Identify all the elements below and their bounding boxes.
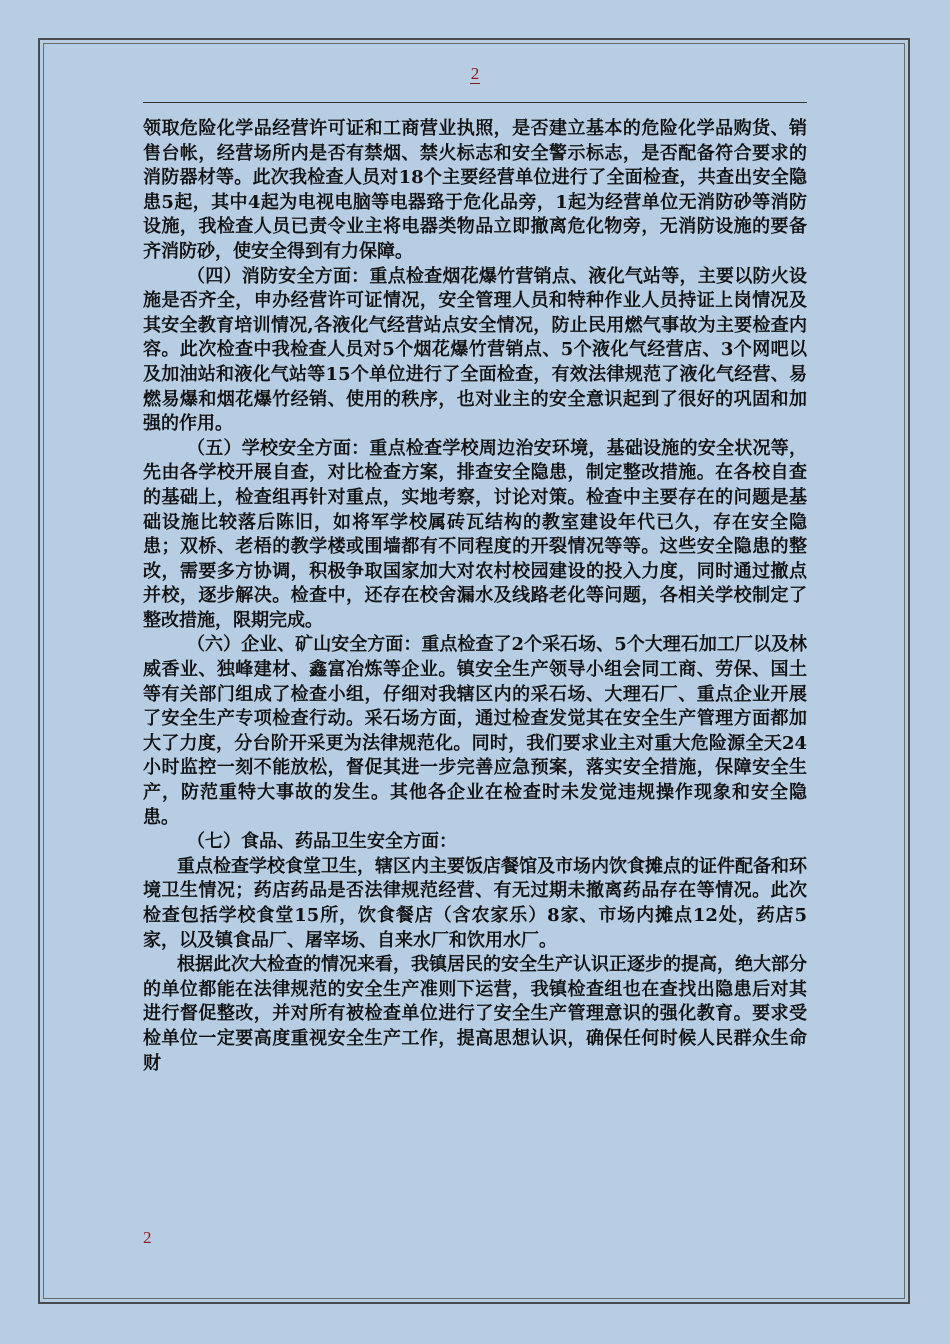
paragraph-food-drug-detail: 重点检查学校食堂卫生，辖区内主要饭店餐馆及市场内饮食摊点的证件配备和环境卫生情况；药店药品是否法律规范经营、有无过期未撤离药品存在等情况。此次检查包括学校食堂15所，饮食餐店（含农家乐）8家、市场内摊点12处，药店5家，以及镇食品厂、屠宰场、自来水厂和饮用水厂。 [143, 855, 807, 951]
paragraph-fire-safety: （四）消防安全方面：重点检查烟花爆竹营销点、液化气站等，主要以防火设施是否齐全，申办经营许可证情况，安全管理人员和特种作业人员持证上岗情况及其安全教育培训情况,各液化气经营站点安全情况，防止民用燃气事故为主要检查内容。此次检查中我检查人员对5个烟花爆竹营销点、5个液化气经营店、3个网吧以及加油站和液化气站等15个单位进行了全面检查，有效法律规范了液化气经营、易燃易爆和烟花爆竹经销、使用的秩序，也对业主的安全意识起到了很好的巩固和加强的作用。 [143, 265, 807, 435]
header-page-number: 2 [470, 64, 480, 83]
paragraph-continuation: 领取危险化学品经营许可证和工商营业执照，是否建立基本的危险化学品购货、销售台帐，经营场所内是否有禁烟、禁火标志和安全警示标志，是否配备符合要求的消防器材等。此次我检查人员对18个主要经营单位进行了全面检查，共查出安全隐患5起，其中4起为电视电脑等电器臵于危化品旁，1起为经营单位无消防砂等消防设施，我检查人员已责令业主将电器类物品立即撤离危化物旁，无消防设施的要备齐消防砂，使安全得到有力保障。 [143, 118, 807, 262]
paragraph-food-drug-heading: （七）食品、药品卫生安全方面： [187, 831, 457, 853]
paragraph-enterprise-mine-safety: （六）企业、矿山安全方面：重点检查了2个采石场、5个大理石加工厂以及林威香业、独峰建材、鑫富冶炼等企业。镇安全生产领导小组会同工商、劳保、国土等有关部门组成了检查小组，仔细对我辖区内的采石场、大理石厂、重点企业开展了安全生产专项检查行动。采石场方面，通过检查发觉其在安全生产管理方面都加大了力度，分台阶开采更为法律规范化。同时，我们要求业主对重大危险源全天24小时监控一刻不能放松，督促其进一步完善应急预案，落实安全措施，保障安全生产，防范重特大事故的发生。其他各企业在检查时未发觉违规操作现象和安全隐患。 [143, 634, 807, 828]
paragraph-school-safety: （五）学校安全方面：重点检查学校周边治安环境，基础设施的安全状况等，先由各学校开展自查，对比检查方案，排查安全隐患，制定整改措施。在各校自查的基础上，检查组再针对重点，实地考察，讨论对策。检查中主要存在的问题是基础设施比较落后陈旧，如将军学校属砖瓦结构的教室建设年代已久，存在安全隐患；双桥、老梧的教学楼或围墙都有不同程度的开裂情况等等。这些安全隐患的整改，需要多方协调，积极争取国家加大对农村校园建设的投入力度，同时通过撤点并校，逐步解决。检查中，还存在校舍漏水及线路老化等问题，各相关学校制定了整改措施，限期完成。 [143, 437, 807, 631]
paragraph-summary: 根据此次大检查的情况来看，我镇居民的安全生产认识正逐步的提高，绝大部分的单位都能在法律规范的安全生产准则下运营，我镇检查组也在查找出隐患后对其进行督促整改，并对所有被检查单位进行了安全生产管理意识的强化教育。要求受检单位一定要高度重视安全生产工作，提高思想认识，确保任何时候人民群众生命财 [143, 954, 807, 1074]
footer-page-number: 2 [143, 1228, 152, 1247]
document-body [143, 117, 807, 1076]
header-rule [143, 102, 807, 103]
